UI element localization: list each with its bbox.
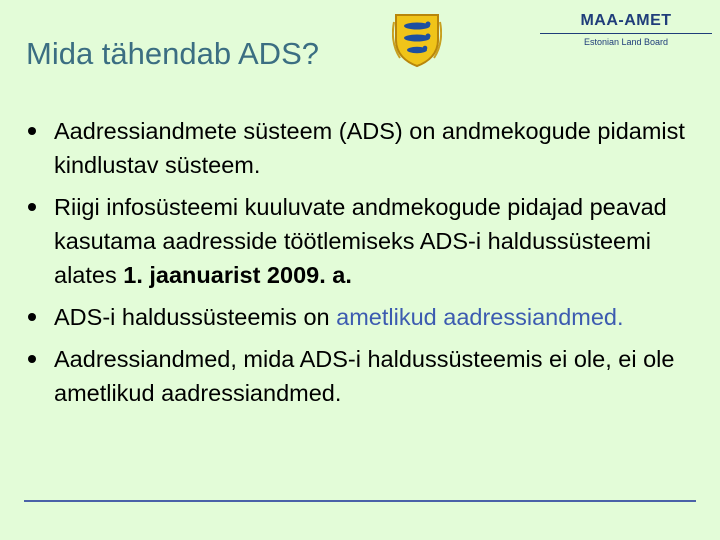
logo-divider	[540, 33, 712, 34]
bullet-text: Aadressiandmete süsteem (ADS) on andmekogude pidamist kindlustav süsteem.	[54, 118, 685, 178]
bottom-divider	[24, 500, 696, 502]
bullet-text: Aadressiandmed, mida ADS-i haldussüsteemis ei ole, ei ole ametlikud aadressiandmed.	[54, 346, 675, 406]
estonian-coat-of-arms-icon	[392, 12, 442, 68]
bullet-item	[26, 300, 694, 334]
bullet-dot-icon	[28, 127, 36, 135]
bullet-dot-icon	[28, 355, 36, 363]
org-subtitle: Estonian Land Board	[583, 37, 669, 47]
bullet-list	[26, 114, 694, 418]
bullet-date-emphasis: 1. jaanuarist 2009. a.	[123, 262, 352, 288]
bullet-dot-icon	[28, 203, 36, 211]
bullet-text: Riigi infosüsteemi kuuluvate andmekogude pidajad peavad kasutama aadresside töötlemiseks ADS-i haldussüsteemi alates	[54, 194, 667, 288]
bullet-highlight: ametlikud aadressiandmed.	[336, 304, 624, 330]
bullet-item	[26, 342, 694, 410]
bullet-item	[26, 190, 694, 292]
maa-amet-logo	[540, 12, 712, 52]
bullet-item	[26, 114, 694, 182]
bullet-dot-icon	[28, 313, 36, 321]
org-name: MAA-AMET	[580, 12, 672, 29]
slide-title: Mida tähendab ADS?	[26, 36, 319, 71]
bullet-text: ADS-i haldussüsteemis on	[54, 304, 337, 330]
